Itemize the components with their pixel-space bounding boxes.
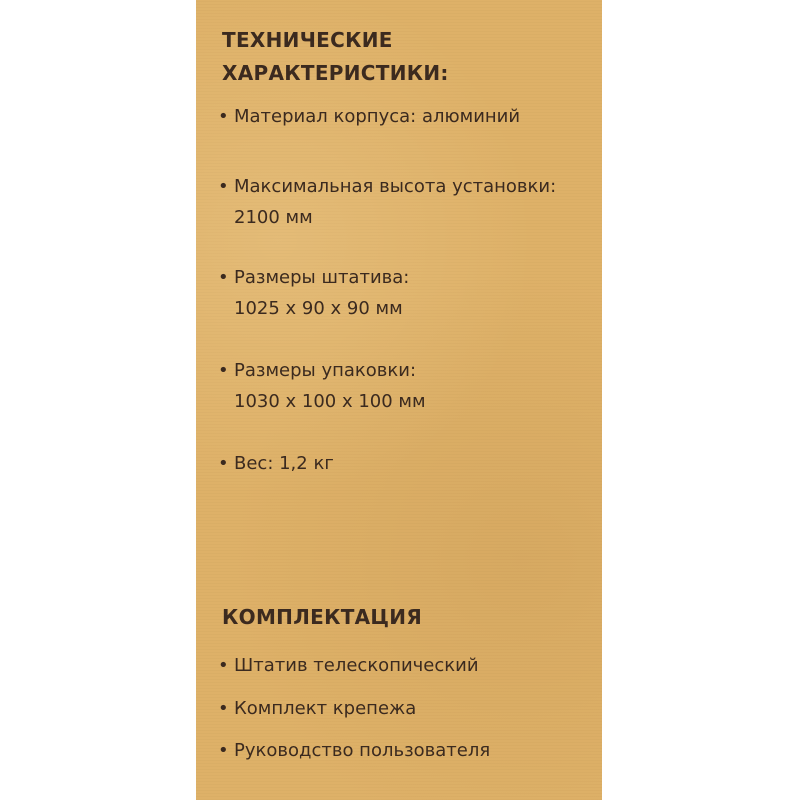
specs-heading-line2: ХАРАКТЕРИСТИКИ: [222,61,449,85]
kit-item-tripod [218,650,479,681]
kit-item-text: Комплект крепежа [234,698,417,719]
spec-item-value: 2100 мм [234,207,313,228]
bullet-icon: • [218,698,229,719]
bullet-icon: • [218,360,229,381]
bullet-icon: • [218,453,229,474]
kit-heading: КОМПЛЕКТАЦИЯ [222,605,423,629]
cardboard-panel [196,0,602,800]
specs-heading [222,24,449,90]
spec-item-max-height [218,171,556,233]
spec-item-material [218,101,520,132]
spec-item-text: Максимальная высота установки: [234,176,557,197]
spec-item-text: Материал корпуса: алюминий [234,106,521,127]
bullet-icon: • [218,106,229,127]
spec-item-package-size [218,355,426,417]
bullet-icon: • [218,267,229,288]
bullet-icon: • [218,740,229,761]
spec-item-text: Размеры упаковки: [234,360,417,381]
kit-item-text: Руководство пользователя [234,740,491,761]
kit-item-manual [218,735,490,766]
bullet-icon: • [218,655,229,676]
spec-item-value: 1025 х 90 х 90 мм [234,298,403,319]
spec-item-tripod-size [218,262,409,324]
spec-item-text: Размеры штатива: [234,267,410,288]
spec-item-text: Вес: 1,2 кг [234,453,334,474]
kit-item-fasteners [218,693,416,724]
specs-heading-line1: ТЕХНИЧЕСКИЕ [222,28,393,52]
bullet-icon: • [218,176,229,197]
spec-item-weight [218,448,334,479]
spec-item-value: 1030 х 100 х 100 мм [234,391,426,412]
kit-item-text: Штатив телескопический [234,655,479,676]
